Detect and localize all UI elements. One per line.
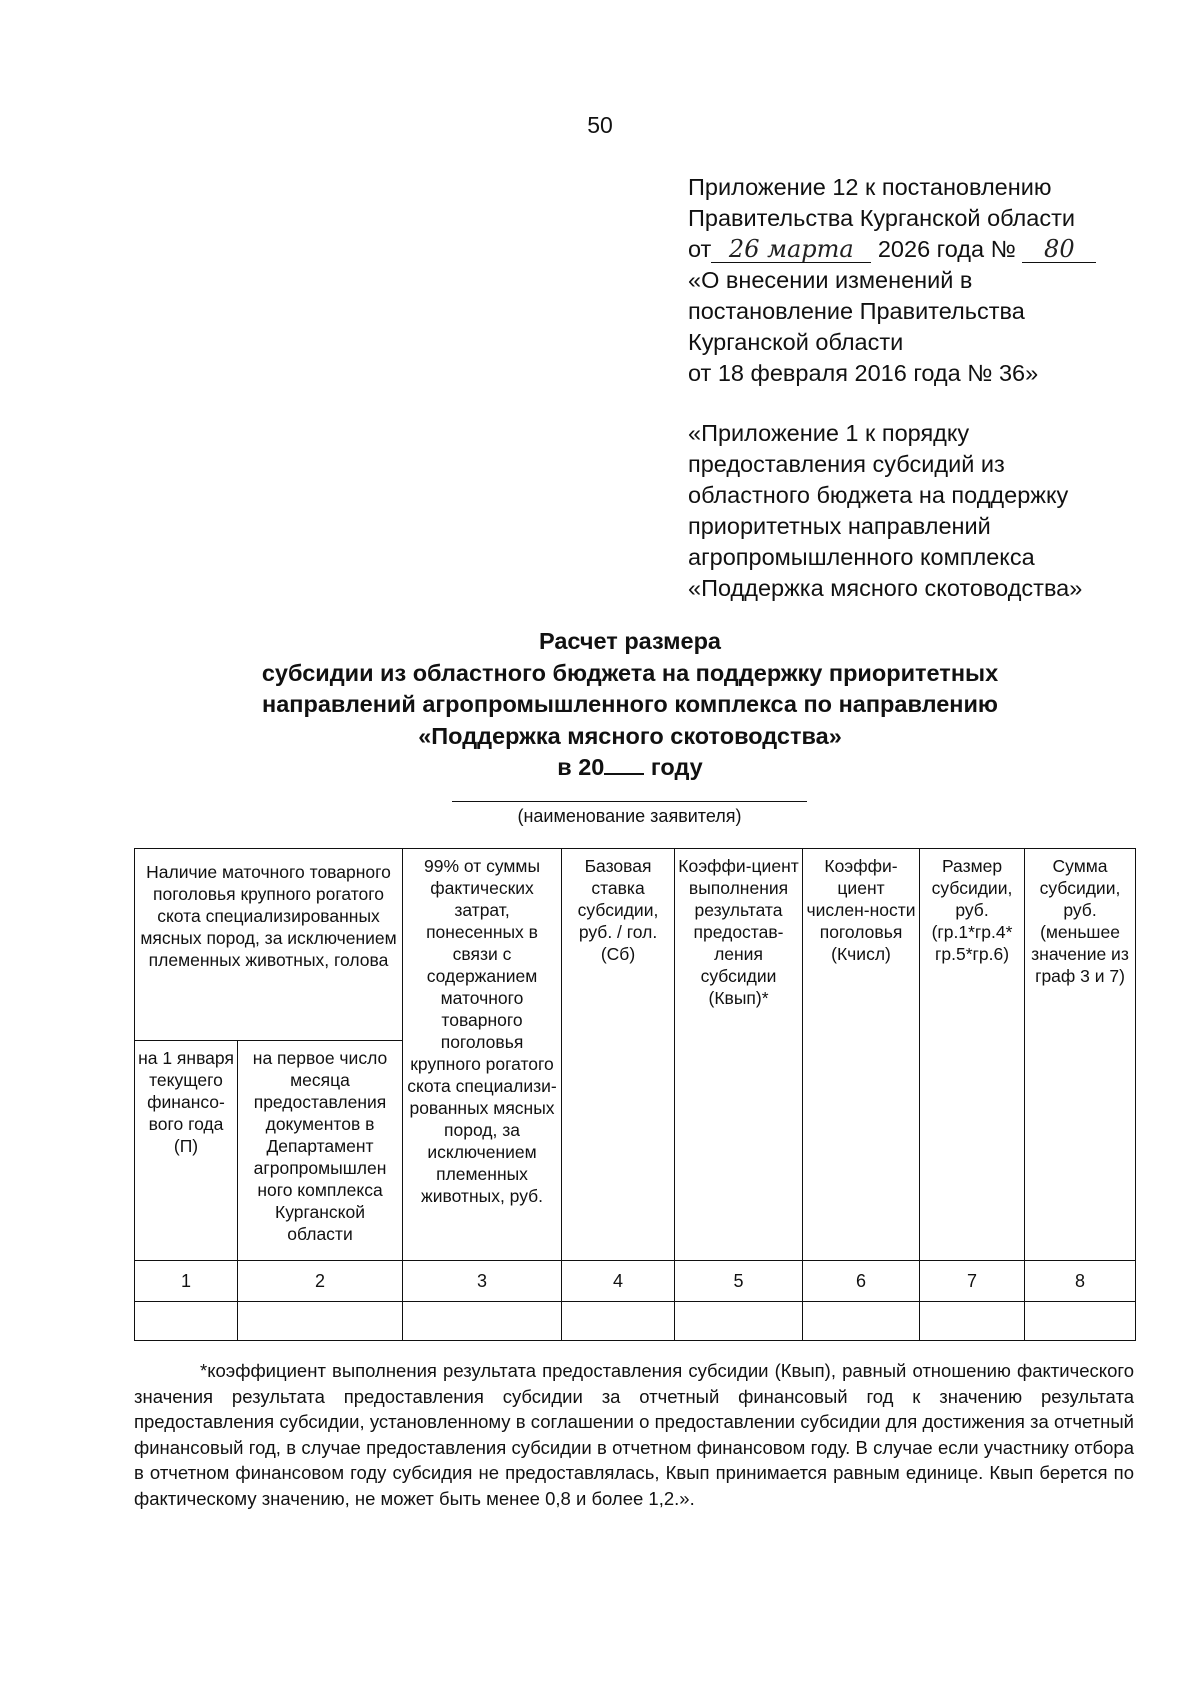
- col-8-header: Сумма субсидии, руб. (меньшее значение из граф 3 и 7): [1025, 849, 1136, 1261]
- title-line-3: направлений агропромышленного комплекса по направлению: [262, 691, 998, 717]
- col-7-header: Размер субсидии, руб. (гр.1*гр.4* гр.5*гр.6): [920, 849, 1025, 1261]
- column-number: 5: [675, 1261, 803, 1302]
- appendix-line-5: агропромышленного комплекса: [688, 544, 1035, 570]
- column-number: 2: [238, 1261, 403, 1302]
- column-number: 3: [403, 1261, 562, 1302]
- applicant-name-line: [452, 801, 807, 802]
- year-prefix: в 20: [557, 754, 605, 780]
- document-title: [130, 626, 1130, 784]
- empty-data-cell: [920, 1302, 1025, 1341]
- subsidy-calculation-table: [134, 848, 1136, 1341]
- approval-line-2: Правительства Курганской области: [688, 205, 1075, 231]
- footnote-text: *коэффициент выполнения результата предоставления субсидии (Квып), равный отношению фактического значения результата предоставления субсидии за отчетный финансовый год к значению результата предоставления субсидии, установленному в соглашении о предоставлении субсидии для достижения за отчетный финансовый год, в случае предоставления субсидии в отчетном финансовом году. В случае если участнику отбора в отчетном финансовом году субсидия не предоставлялась, Квып принимается равным единице. Квып берется по фактическому значению, не может быть менее 0,8 и более 1,2.».: [134, 1360, 1134, 1509]
- column-number: 6: [803, 1261, 920, 1302]
- empty-data-cell: [562, 1302, 675, 1341]
- approval-header: [688, 172, 1188, 389]
- column-number: 8: [1025, 1261, 1136, 1302]
- col-6-header: Коэффи-циент числен-ности поголовья (Кчисл): [803, 849, 920, 1261]
- appendix-line-1: «Приложение 1 к порядку: [688, 420, 970, 446]
- col-4-header: Базовая ставка субсидии, руб. / гол. (Сб): [562, 849, 675, 1261]
- col-3-header: 99% от суммы фактических затрат, понесенных в связи с содержанием маточного товарного поголовья крупного рогатого скота специализи-рованных мясных пород, за исключением племенных животных, руб.: [403, 849, 562, 1261]
- column-number: 7: [920, 1261, 1025, 1302]
- col-5-header: Коэффи-циент выполнения результата предостав-ления субсидии (Квып)*: [675, 849, 803, 1261]
- approval-line-4: «О внесении изменений в: [688, 267, 973, 293]
- title-year-line: [130, 752, 1130, 784]
- empty-data-cell: [135, 1302, 238, 1341]
- approval-line-7: от 18 февраля 2016 года № 36»: [688, 360, 1039, 386]
- column-number: 4: [562, 1261, 675, 1302]
- appendix-line-2: предоставления субсидий из: [688, 451, 1005, 477]
- column-number: 1: [135, 1261, 238, 1302]
- empty-data-cell: [403, 1302, 562, 1341]
- approval-line-1: Приложение 12 к постановлению: [688, 174, 1052, 200]
- handwritten-date: 26 марта: [711, 236, 871, 263]
- col-1-header: на 1 января текущего финансо-вого года (П): [135, 1041, 238, 1261]
- title-line-2: субсидии из областного бюджета на поддержку приоритетных: [261, 659, 999, 686]
- empty-data-cell: [803, 1302, 920, 1341]
- title-line-1: Расчет размера: [538, 628, 722, 654]
- appendix-line-6: «Поддержка мясного скотоводства»: [688, 575, 1083, 601]
- footnote: [134, 1358, 1134, 1511]
- page-number: 50: [587, 112, 613, 138]
- handwritten-number: 80: [1022, 236, 1096, 263]
- year-blank: [604, 753, 644, 775]
- appendix-line-4: приоритетных направлений: [688, 513, 991, 539]
- title-line-4: «Поддержка мясного скотоводства»: [418, 722, 842, 749]
- approval-line-5: постановление Правительства: [688, 298, 1025, 324]
- empty-data-cell: [675, 1302, 803, 1341]
- appendix-line-3: областного бюджета на поддержку: [688, 482, 1069, 508]
- approval-date-line: [688, 234, 1188, 265]
- appendix-header: [688, 418, 1188, 604]
- year-text: 2026 года №: [877, 236, 1016, 262]
- year-suffix: году: [650, 754, 703, 780]
- group-header-cell: Наличие маточного товарного поголовья крупного рогатого скота специализированных мясных пород, за исключением племенных животных, голова: [135, 849, 403, 1041]
- empty-data-cell: [1025, 1302, 1136, 1341]
- col-2-header: на первое число месяца предоставления документов в Департамент агропромышлен ного комплекса Курганской области: [238, 1041, 403, 1261]
- applicant-caption: (наименование заявителя): [517, 806, 742, 826]
- empty-data-cell: [238, 1302, 403, 1341]
- date-prefix: от: [688, 236, 712, 262]
- approval-line-6: Курганской области: [688, 329, 904, 355]
